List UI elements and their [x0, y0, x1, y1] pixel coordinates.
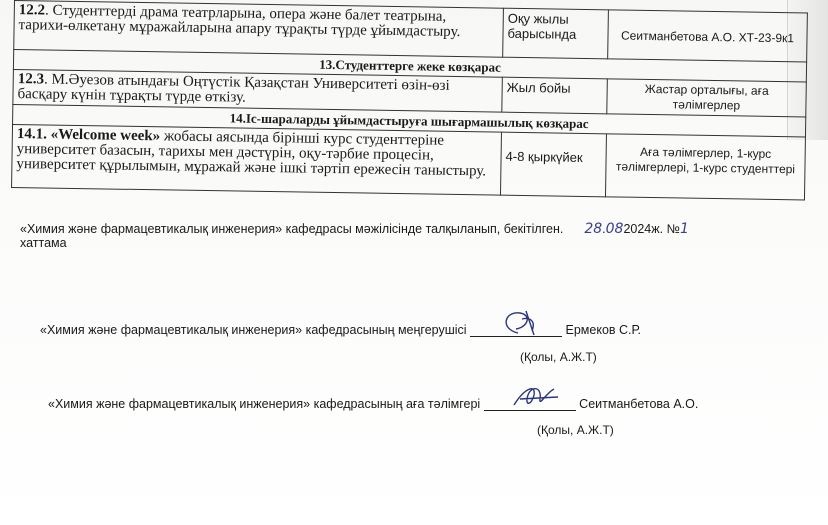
signature-icon	[484, 381, 576, 411]
head-signature-line	[40, 323, 641, 337]
term-cell: 4-8 қыркүйек	[500, 132, 606, 197]
mentor-signature-line	[48, 397, 698, 411]
approval-text: «Химия және фармацевтикалық инженерия» кафедрасы мәжілісінде талқыланып, бекітілген.	[20, 222, 564, 236]
events-table	[11, 0, 808, 200]
event-cell	[14, 1, 504, 58]
event-text: . Студенттерді драма театрларына, опера және балет театрына, тарихи-өлкетану мұражайларына апару тұрақты түрде ұйымдастыру.	[18, 2, 461, 41]
responsible-cell: Аға тәлімгерлер, 1-курс тәлімгерлері, 1-курс студенттері	[605, 134, 805, 200]
section-heading: 13.Студенттерге жеке көзқарас	[13, 50, 806, 82]
table-row	[12, 124, 806, 199]
mentor-signature	[484, 397, 576, 411]
signature-icon	[470, 307, 562, 337]
approval-note: «Химия және фармацевтикалық инженерия» кафедрасы мәжілісінде талқыланып, бекітілген. 28.082024ж. №1 хаттама	[20, 221, 689, 250]
handwritten-month: 08	[605, 221, 624, 237]
term-cell: Жыл бойы	[502, 77, 608, 114]
head-name: Ермеков С.Р.	[565, 323, 641, 337]
handwritten-day: 28	[584, 221, 603, 237]
document-content	[6, 0, 814, 525]
event-text: жобасы аясында бірінші курс студенттеріне университет базасын, тарихы мен дәстүрін, оқу-тәрбие процесін, университет құрылымын, мұражай және ішкі тәртіп ережесін таныстыру.	[16, 128, 487, 180]
mentor-label: «Химия және фармацевтикалық инженерия» кафедрасының аға тәлімгері	[48, 397, 481, 411]
event-text: . М.Әуезов атындағы Оңтүстік Қазақстан Университеті өзін-өзі басқару күнін тұрақты түрде өткізу.	[17, 71, 450, 106]
event-number: 12.2	[18, 2, 46, 19]
responsible-cell: Жастар орталығы, аға тәлімгерлер	[607, 79, 807, 117]
date-suffix: 2024ж. №	[623, 222, 680, 236]
head-caption: (Қолы, А.Ж.Т)	[520, 350, 597, 364]
term-cell: Оқу жылы барысында	[503, 8, 609, 59]
head-signature	[470, 323, 562, 337]
mentor-name: Сеитманбетова А.О.	[579, 397, 699, 411]
event-cell	[12, 124, 502, 195]
event-number: 14.1. «Welcome week»	[16, 126, 161, 145]
event-number: 12.3	[17, 71, 45, 88]
section-heading: 14.Іс-шараларды ұйымдастыруға шығармашылық көзқарас	[13, 104, 806, 136]
head-label: «Химия және фармацевтикалық инженерия» кафедрасының меңгерушісі	[40, 323, 467, 337]
mentor-caption: (Қолы, А.Ж.Т)	[537, 423, 614, 437]
protocol-word: хаттама	[20, 236, 67, 250]
handwritten-protocol-number: 1	[679, 221, 689, 237]
responsible-cell: Сеитманбетова А.О. ХТ-23-9к1	[608, 10, 808, 62]
